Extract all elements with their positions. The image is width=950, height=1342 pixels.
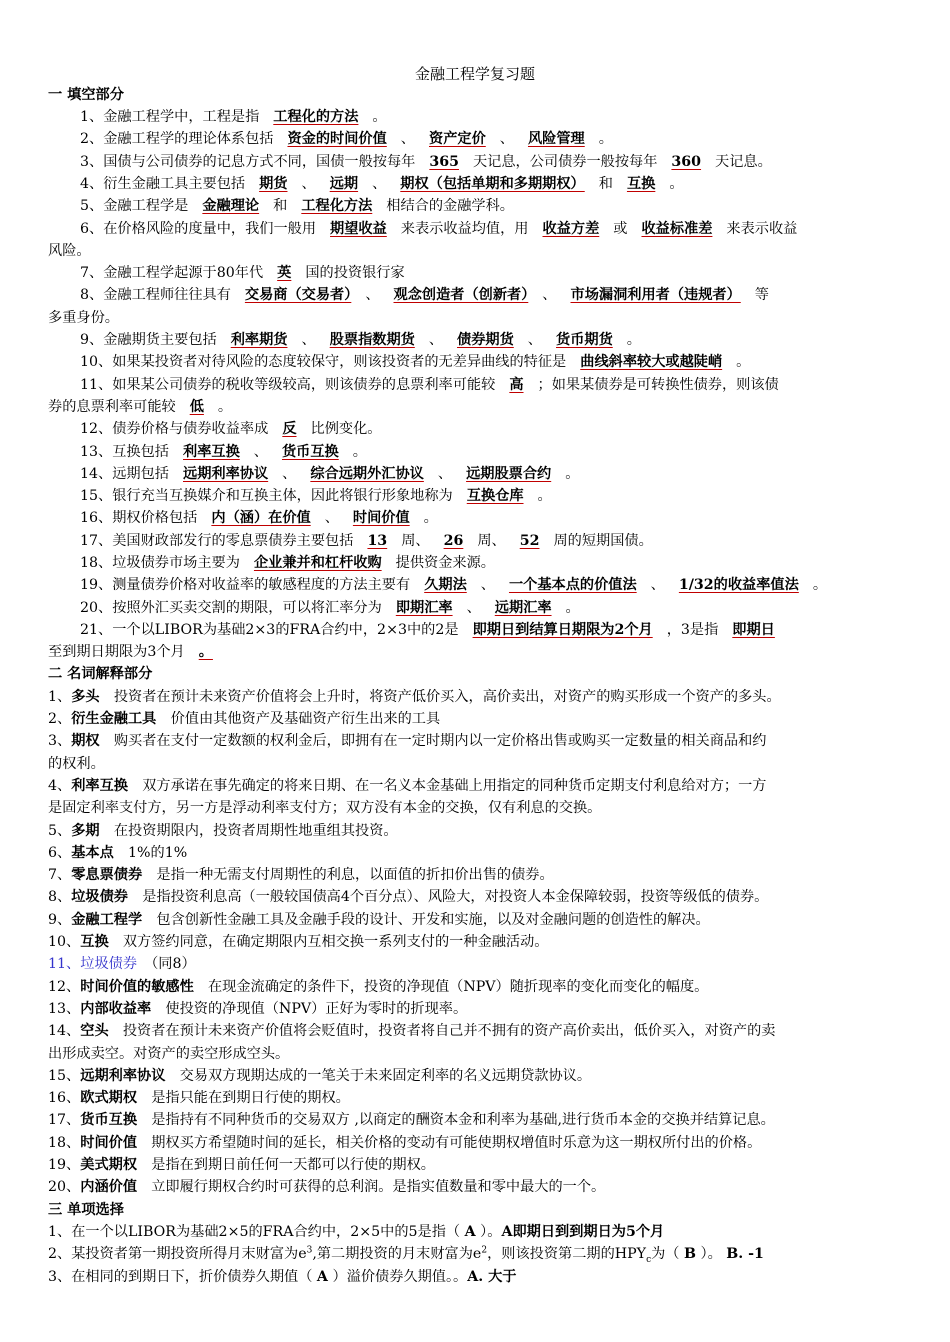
term-item <box>48 976 908 998</box>
question-text: 。 <box>423 510 438 526</box>
fill-question <box>80 195 908 217</box>
question-text: 。 <box>217 399 233 415</box>
fill-question <box>80 351 908 373</box>
term-definition: 双方签约同意，在确定期限内互相交换一系列支付的一种金融活动。 <box>122 934 549 950</box>
answer-blank: 互换 <box>626 176 656 192</box>
choice-answer: A即期日到到期日为5个月 <box>501 1224 665 1240</box>
term-item <box>48 820 908 842</box>
question-text: 、 <box>324 510 339 526</box>
fill-question-cont <box>48 307 908 329</box>
answer-blank: 利率互换 <box>183 444 240 460</box>
term-item-cont <box>48 797 908 819</box>
fill-question <box>80 151 908 173</box>
answer-blank: 期货 <box>259 176 288 192</box>
fill-question-cont <box>48 641 908 663</box>
question-text: ）溢价债券久期值。。 <box>327 1269 468 1285</box>
answer-blank: 收益方差 <box>542 221 600 237</box>
answer-blank: 市场漏洞利用者（违规者） <box>570 287 741 303</box>
term-item <box>48 1109 908 1131</box>
answer-blank: 52 <box>519 533 540 549</box>
question-text: 1、在一个以LIBOR为基础2×5的FRA合约中，2×5中的5是指（ <box>48 1224 465 1240</box>
fill-question <box>80 284 908 306</box>
term-number: 2、 <box>48 711 72 727</box>
term-number: 12、 <box>48 979 81 995</box>
answer-blank: 金融理论 <box>202 198 260 214</box>
term-number: 1、 <box>48 689 72 705</box>
question-text: 。 <box>565 466 580 482</box>
term-definition: 1%的1% <box>128 845 188 861</box>
term-number: 8、 <box>48 889 72 905</box>
answer-blank: 久期法 <box>424 577 467 593</box>
question-text: 8、金融工程师往往具有 <box>80 287 231 303</box>
fill-question <box>80 619 908 641</box>
question-text: 、 <box>428 332 444 348</box>
term-definition: 立即履行期权合约时可获得的总利润。是指实值数量和零中最大的一个。 <box>151 1179 606 1195</box>
answer-blank: 即期日到结算日期限为2个月 <box>472 622 653 638</box>
question-text: 1、金融工程学中，工程是指 <box>80 109 260 125</box>
answer-blank: 即期汇率 <box>395 600 453 616</box>
choice-question <box>48 1266 908 1288</box>
term-item <box>48 931 908 953</box>
answer-blank: 反 <box>282 421 297 437</box>
choice-answer-letter: A <box>316 1269 328 1285</box>
question-text: 2、某投资者第一期投资所得月末财富为e <box>48 1246 307 1262</box>
answer-blank: 低 <box>189 399 204 415</box>
question-text: 。 <box>537 488 552 504</box>
subscript: c <box>646 1254 652 1265</box>
answer-blank: 期望收益 <box>330 221 387 237</box>
question-text: 周的短期国债。 <box>553 533 653 549</box>
question-text: 。 <box>565 600 580 616</box>
question-text: ；如果某债券是可转换性债券，则该债 <box>537 377 779 393</box>
choice-question <box>48 1243 908 1265</box>
term-name: 金融工程学 <box>71 912 143 928</box>
fill-question <box>80 597 908 619</box>
term-definition: （同8） <box>151 956 196 972</box>
fill-question <box>80 329 908 351</box>
question-text: 。 <box>598 131 613 147</box>
term-number: 14、 <box>48 1023 81 1039</box>
term-name: 货币互换 <box>80 1112 138 1128</box>
question-text: 11、如果某公司债券的税收等级较高，则该债券的息票利率可能较 <box>80 377 496 393</box>
term-name: 时间价值的敏感性 <box>80 979 194 995</box>
question-text: 为（ <box>651 1246 684 1262</box>
choice-answer-letter: B <box>684 1246 696 1262</box>
question-text: 、 <box>499 131 514 147</box>
answer-blank: 英 <box>277 265 292 281</box>
section-heading-fill: 一 填空部分 <box>48 87 124 103</box>
question-text: 。 <box>812 577 828 593</box>
term-name: 垃圾债券 <box>80 956 138 972</box>
question-text: 、 <box>365 287 380 303</box>
answer-blank: 风险管理 <box>527 131 585 147</box>
term-number: 10、 <box>48 934 81 950</box>
question-text: 周、 <box>401 533 430 549</box>
fill-question <box>80 218 908 240</box>
answer-blank: 远期利率协议 <box>183 466 269 482</box>
fill-question <box>80 574 908 596</box>
answer-blank: 工程化的方法 <box>273 109 359 125</box>
fill-question <box>80 374 908 396</box>
term-definition: 购买者在支付一定数额的权利金后，即拥有在一定时期内以一定价格出售或购买一定数量的相关商品和约 <box>113 733 767 749</box>
fill-question <box>80 530 908 552</box>
question-text: 、 <box>301 332 316 348</box>
question-text: 、 <box>480 577 495 593</box>
term-item <box>48 708 908 730</box>
answer-blank: 一个基本点的价值法 <box>508 577 637 593</box>
answer-blank: 远期汇率 <box>494 600 552 616</box>
answer-blank: 收益标准差 <box>641 221 713 237</box>
question-text: 18、垃圾债券市场主要为 <box>80 555 240 571</box>
question-text: ）。 <box>696 1246 727 1262</box>
fill-question <box>80 262 908 284</box>
term-name: 空头 <box>80 1023 109 1039</box>
term-name: 多头 <box>71 689 100 705</box>
question-text: 4、衍生金融工具主要包括 <box>80 176 246 192</box>
fill-question <box>80 128 908 150</box>
question-text: 来表示收益均值，用 <box>400 221 529 237</box>
term-number: 18、 <box>48 1135 81 1151</box>
answer-blank: 远期 <box>329 176 359 192</box>
question-text: ，则该投资第二期的HPY <box>487 1246 647 1262</box>
term-definition: 使投资的净现值（NPV）正好为零时的折现率。 <box>165 1001 468 1017</box>
term-name: 多期 <box>71 823 100 839</box>
question-text: 和 <box>598 176 613 192</box>
term-definition: 交易双方现期达成的一笔关于未来固定利率的名义远期贷款协议。 <box>179 1068 592 1084</box>
term-number: 7、 <box>48 867 72 883</box>
question-text: 、 <box>253 444 268 460</box>
question-text: 、 <box>542 287 557 303</box>
question-text: 、 <box>301 176 316 192</box>
fill-question <box>80 173 908 195</box>
question-text: 、 <box>282 466 297 482</box>
answer-blank: 期权（包括单期和多期期权） <box>400 176 585 192</box>
fill-question <box>80 106 908 128</box>
answer-blank: 综合远期外汇协议 <box>310 466 424 482</box>
question-text: 、 <box>527 332 542 348</box>
section-heading-terms: 二 名词解释部分 <box>48 666 153 682</box>
question-text: 。 <box>736 354 751 370</box>
question-text: 比例变化。 <box>310 421 382 437</box>
question-text: 、 <box>437 466 453 482</box>
term-name: 时间价值 <box>80 1135 138 1151</box>
question-text: 13、互换包括 <box>80 444 169 460</box>
term-definition: 双方承诺在事先确定的将来日期、在一名义本金基础上用指定的同种货币定期支付利息给对方；一方 <box>142 778 767 794</box>
answer-blank: 即期日 <box>732 622 775 638</box>
term-name: 期权 <box>71 733 100 749</box>
term-number: 9、 <box>48 912 72 928</box>
question-text: 14、远期包括 <box>80 466 169 482</box>
question-text: 。 <box>372 109 387 125</box>
term-name: 美式期权 <box>80 1157 138 1173</box>
fill-question <box>80 507 908 529</box>
term-name: 欧式期权 <box>80 1090 138 1106</box>
answer-blank: 远期股票合约 <box>466 466 552 482</box>
term-number: 11、 <box>48 956 81 972</box>
term-item <box>48 953 908 975</box>
term-item <box>48 909 908 931</box>
question-text: 20、按照外汇买卖交割的期限，可以将汇率分为 <box>80 600 382 616</box>
fill-question <box>80 485 908 507</box>
answer-blank: 观念创造者（创新者） <box>393 287 529 303</box>
term-name: 利率互换 <box>71 778 128 794</box>
fill-question <box>80 441 908 463</box>
answer-blank: 13 <box>367 533 388 549</box>
term-definition: 是固定利率支付方，另一方是浮动利率支付方；双方没有本金的交换，仅有利息的交换。 <box>48 800 602 816</box>
choice-answer: A. 大于 <box>467 1269 517 1285</box>
term-item <box>48 1154 908 1176</box>
term-item <box>48 998 908 1020</box>
question-text: 10、如果某投资者对待风险的态度较保守，则该投资者的无差异曲线的特征是 <box>80 354 567 370</box>
term-item <box>48 1087 908 1109</box>
term-definition: 价值由其他资产及基础资产衍生出来的工具 <box>170 711 441 727</box>
fill-question-cont <box>48 240 908 262</box>
question-text: 。 <box>626 332 641 348</box>
question-text: 3、国债与公司债券的记息方式不同，国债一般按每年 <box>80 154 416 170</box>
fill-question <box>80 418 908 440</box>
term-definition: 在现金流确定的条件下，投资的净现值（NPV）随折现率的变化而变化的幅度。 <box>207 979 709 995</box>
term-item-cont <box>48 1043 908 1065</box>
question-text: 等 <box>754 287 769 303</box>
section-heading-choice: 三 单项选择 <box>48 1202 124 1218</box>
question-text: 国的投资银行家 <box>305 265 405 281</box>
question-text: 至到期日期限为3个月 <box>48 644 185 660</box>
answer-blank: 货币期货 <box>556 332 613 348</box>
question-text: 16、期权价格包括 <box>80 510 198 526</box>
question-text: 周、 <box>477 533 506 549</box>
answer-blank: 360 <box>671 154 702 170</box>
term-number: 4、 <box>48 778 72 794</box>
term-name: 远期利率协议 <box>80 1068 166 1084</box>
question-text: 19、测量债券价格对收益率的敏感程度的方法主要有 <box>80 577 411 593</box>
answer-blank: 26 <box>443 533 464 549</box>
term-definition: 是指在到期日前任何一天都可以行使的期权。 <box>151 1157 435 1173</box>
term-item <box>48 886 908 908</box>
term-definition: 的权利。 <box>48 756 105 772</box>
question-text: 2、金融工程学的理论体系包括 <box>80 131 274 147</box>
term-definition: 在投资期限内，投资者周期性地重组其投资。 <box>113 823 398 839</box>
term-number: 15、 <box>48 1068 81 1084</box>
question-text: ,第二期投资的月末财富为e <box>312 1246 482 1262</box>
question-text: 相结合的金融学科。 <box>386 198 514 214</box>
answer-blank: 债券期货 <box>457 332 514 348</box>
term-item <box>48 842 908 864</box>
fill-question-cont <box>48 396 908 418</box>
term-item <box>48 1065 908 1087</box>
question-text: 提供资金来源。 <box>395 555 495 571</box>
fill-question <box>80 552 908 574</box>
answer-blank: 365 <box>429 154 459 170</box>
term-number: 20、 <box>48 1179 81 1195</box>
answer-blank: 1/32的收益率值法 <box>678 577 799 593</box>
answer-blank: 交易商（交易者） <box>244 287 352 303</box>
choice-answer: B. -1 <box>726 1246 764 1262</box>
term-number: 5、 <box>48 823 72 839</box>
question-text: 3、在相同的到期日下，折价债券久期值（ <box>48 1269 317 1285</box>
question-text: 或 <box>613 221 628 237</box>
term-name: 内部收益率 <box>80 1001 152 1017</box>
question-text: 。 <box>669 176 684 192</box>
question-text: 5、金融工程学是 <box>80 198 189 214</box>
question-text: 。 <box>352 444 367 460</box>
question-text: 、 <box>372 176 387 192</box>
question-text: ）。 <box>475 1224 502 1240</box>
question-text: 12、债券价格与债券收益率成 <box>80 421 269 437</box>
question-text: 17、美国财政部发行的零息票债券主要包括 <box>80 533 354 549</box>
term-number: 6、 <box>48 845 72 861</box>
term-number: 16、 <box>48 1090 81 1106</box>
fill-question <box>80 463 908 485</box>
question-text: 天记息。 <box>715 154 772 170</box>
question-text: 来表示收益 <box>726 221 798 237</box>
term-definition: 投资者在预计未来资产价值将会上升时，将资产低价买入，高价卖出，对资产的购买形成一个资产的多头。 <box>113 689 781 705</box>
choice-question <box>48 1221 908 1243</box>
question-text: 、 <box>466 600 481 616</box>
term-item <box>48 686 908 708</box>
term-item-cont <box>48 753 908 775</box>
superscript: 2 <box>481 1245 488 1256</box>
question-text: 多重身份。 <box>48 310 119 326</box>
superscript: 3 <box>306 1245 313 1256</box>
term-definition: 是指投资利息高（一般较国债高4个百分点）、风险大，对投资人本金保障较弱，投资等级低的债券。 <box>142 889 769 905</box>
answer-blank: 工程化方法 <box>301 198 373 214</box>
answer-blank: 。 <box>198 644 213 660</box>
answer-blank: 内（涵）在价值 <box>211 510 311 526</box>
term-item <box>48 1132 908 1154</box>
answer-blank: 互换仓库 <box>466 488 524 504</box>
question-text: 、 <box>400 131 415 147</box>
term-definition: 是指持有不同种货币的交易双方 ,以商定的酬资本金和利率为基础,进行货币本金的交换并结算记息。 <box>151 1112 775 1128</box>
answer-blank: 股票指数期货 <box>329 332 415 348</box>
term-number: 3、 <box>48 733 72 749</box>
answer-blank: 资产定价 <box>429 131 486 147</box>
answer-blank: 时间价值 <box>352 510 410 526</box>
answer-blank: 企业兼并和杠杆收购 <box>253 555 382 571</box>
question-text: 天记息，公司债券一般按每年 <box>472 154 658 170</box>
term-item <box>48 1020 908 1042</box>
question-text: ，3是指 <box>666 622 719 638</box>
term-item <box>48 864 908 886</box>
answer-blank: 资金的时间价值 <box>287 131 387 147</box>
term-name: 零息票债券 <box>71 867 143 883</box>
question-text: 21、一个以LIBOR为基础2×3的FRA合约中，2×3中的2是 <box>80 622 459 638</box>
term-definition: 期权买方希望随时间的延长，相关价格的变动有可能使期权增值时乐意为这一期权所付出的价格。 <box>151 1135 762 1151</box>
term-number: 13、 <box>48 1001 81 1017</box>
question-text: 15、银行充当互换媒介和互换主体，因此将银行形象地称为 <box>80 488 453 504</box>
term-item <box>48 775 908 797</box>
term-definition: 包含创新性金融工具及金融手段的设计、开发和实施，以及对金融问题的创造性的解决。 <box>156 912 710 928</box>
term-definition: 是指只能在到期日行使的期权。 <box>151 1090 350 1106</box>
answer-blank: 货币互换 <box>281 444 339 460</box>
term-name: 衍生金融工具 <box>71 711 157 727</box>
term-name: 垃圾债券 <box>71 889 128 905</box>
term-name: 内涵价值 <box>80 1179 138 1195</box>
term-item <box>48 1176 908 1198</box>
answer-blank: 利率期货 <box>230 332 288 348</box>
choice-answer-letter: A <box>464 1224 476 1240</box>
question-text: 和 <box>273 198 288 214</box>
term-item <box>48 730 908 752</box>
answer-blank: 曲线斜率较大或越陡峭 <box>580 354 723 370</box>
doc-title: 金融工程学复习题 <box>414 65 535 83</box>
term-name: 互换 <box>80 934 109 950</box>
term-number: 17、 <box>48 1112 81 1128</box>
term-definition: 是指一种无需支付周期性的利息，以面值的折扣价出售的债券。 <box>156 867 554 883</box>
question-text: 7、金融工程学起源于80年代 <box>80 265 264 281</box>
term-definition: 投资者在预计未来资产价值将会贬值时，投资者将自己并不拥有的资产高价卖出，低价买入，对资产的卖 <box>122 1023 776 1039</box>
question-text: 风险。 <box>48 243 91 259</box>
term-definition: 出形成卖空。对资产的卖空形成空头。 <box>48 1046 290 1062</box>
question-text: 9、金融期货主要包括 <box>80 332 217 348</box>
term-name: 基本点 <box>71 845 114 861</box>
answer-blank: 高 <box>509 377 524 393</box>
term-number: 19、 <box>48 1157 81 1173</box>
question-text: 、 <box>650 577 665 593</box>
question-text: 6、在价格风险的度量中，我们一般用 <box>80 221 317 237</box>
question-text: 券的息票利率可能较 <box>48 399 176 415</box>
